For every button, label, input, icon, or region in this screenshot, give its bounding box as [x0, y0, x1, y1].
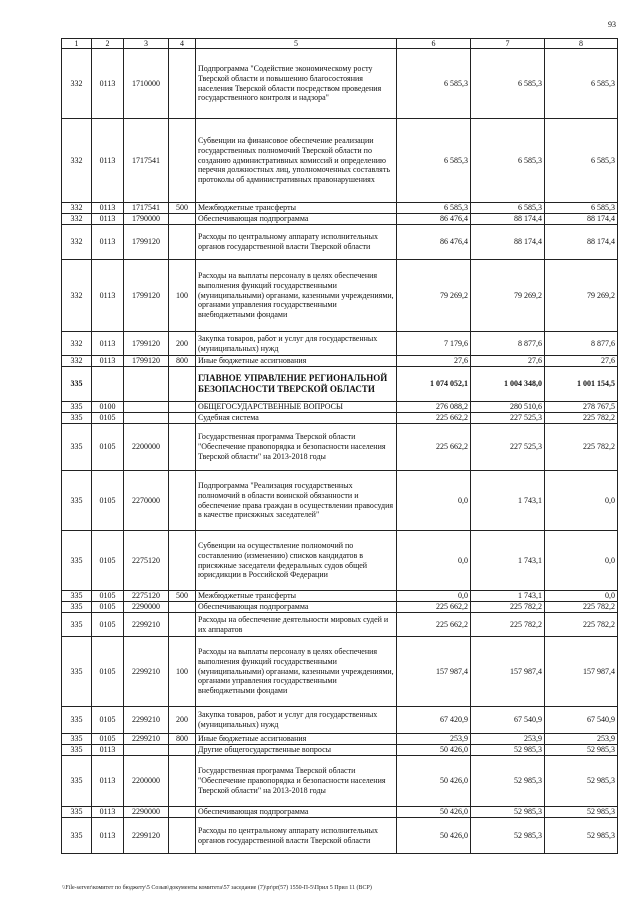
code-admin-cell: 335: [62, 734, 92, 745]
file-path-footer: \\File-server\комитет по бюджету\5 Созыв\документы комитета\57 заседание (7)\pr\pr(57) 1550-П-5\Прил 5 Прил 11 (ВСР): [62, 885, 372, 891]
amount-col8-cell: 0,0: [545, 531, 618, 591]
expense-type-cell: [169, 471, 196, 531]
target-article-cell: 2299210: [124, 613, 169, 637]
amount-col7-cell: 227 525,3: [471, 413, 545, 424]
section-code-cell: 0105: [92, 734, 124, 745]
amount-col7-cell: 6 585,3: [471, 49, 545, 119]
amount-col8-cell: 6 585,3: [545, 119, 618, 203]
amount-col6-cell: 86 476,4: [397, 214, 471, 225]
table-row: [62, 807, 618, 818]
item-name-cell: Государственная программа Тверской области "Обеспечение правопорядка и безопасности населения Тверской области" на 2013-2018 годы: [196, 756, 397, 807]
amount-col6-cell: 0,0: [397, 471, 471, 531]
amount-col6-cell: 225 662,2: [397, 613, 471, 637]
code-admin-cell: 335: [62, 471, 92, 531]
expense-type-cell: [169, 49, 196, 119]
amount-col8-cell: 52 985,3: [545, 756, 618, 807]
amount-col6-cell: 67 420,9: [397, 707, 471, 734]
expense-type-cell: [169, 756, 196, 807]
amount-col7-cell: 52 985,3: [471, 818, 545, 854]
header-cell: 8: [545, 39, 618, 49]
amount-col6-cell: 276 088,2: [397, 402, 471, 413]
item-name-cell: Расходы на выплаты персоналу в целях обеспечения выполнения функций государственными (муниципальными) органами, казенными учреждениями, органами управления государственными внебюджетными фондами: [196, 260, 397, 332]
amount-col8-cell: 6 585,3: [545, 203, 618, 214]
amount-col7-cell: 67 540,9: [471, 707, 545, 734]
code-admin-cell: 335: [62, 807, 92, 818]
table-row: [62, 531, 618, 591]
amount-col8-cell: 88 174,4: [545, 225, 618, 260]
section-code-cell: 0105: [92, 424, 124, 471]
expense-type-cell: 500: [169, 203, 196, 214]
item-name-cell: Межбюджетные трансферты: [196, 591, 397, 602]
code-admin-cell: 335: [62, 424, 92, 471]
target-article-cell: [124, 413, 169, 424]
amount-col8-cell: 52 985,3: [545, 745, 618, 756]
section-code-cell: 0113: [92, 260, 124, 332]
amount-col6-cell: 50 426,0: [397, 818, 471, 854]
header-cell: 6: [397, 39, 471, 49]
amount-col6-cell: 6 585,3: [397, 49, 471, 119]
amount-col6-cell: 225 662,2: [397, 602, 471, 613]
amount-col6-cell: 253,9: [397, 734, 471, 745]
header-cell: 3: [124, 39, 169, 49]
item-name-cell: Расходы по центральному аппарату исполнительных органов государственной власти Тверской области: [196, 818, 397, 854]
code-admin-cell: 335: [62, 402, 92, 413]
amount-col7-cell: 225 782,2: [471, 613, 545, 637]
amount-col6-cell: 6 585,3: [397, 203, 471, 214]
amount-col6-cell: 157 987,4: [397, 637, 471, 707]
target-article-cell: 2299120: [124, 818, 169, 854]
header-cell: 5: [196, 39, 397, 49]
expense-type-cell: [169, 119, 196, 203]
table-row: [62, 602, 618, 613]
budget-table: [61, 38, 618, 854]
target-article-cell: 2299210: [124, 707, 169, 734]
expense-type-cell: [169, 602, 196, 613]
amount-col8-cell: 79 269,2: [545, 260, 618, 332]
target-article-cell: 2275120: [124, 531, 169, 591]
section-code-cell: 0100: [92, 402, 124, 413]
header-cell: 7: [471, 39, 545, 49]
amount-col6-cell: 50 426,0: [397, 756, 471, 807]
amount-col8-cell: 8 877,6: [545, 332, 618, 356]
section-code-cell: 0113: [92, 225, 124, 260]
section-code-cell: 0113: [92, 203, 124, 214]
expense-type-cell: 100: [169, 637, 196, 707]
amount-col6-cell: 1 074 052,1: [397, 367, 471, 402]
expense-type-cell: [169, 214, 196, 225]
expense-type-cell: 100: [169, 260, 196, 332]
table-row: [62, 591, 618, 602]
section-code-cell: 0105: [92, 591, 124, 602]
item-name-cell: Судебная система: [196, 413, 397, 424]
amount-col8-cell: 225 782,2: [545, 602, 618, 613]
section-code-cell: [92, 367, 124, 402]
amount-col7-cell: 79 269,2: [471, 260, 545, 332]
target-article-cell: 1799120: [124, 260, 169, 332]
table-row: [62, 707, 618, 734]
item-name-cell: Субвенции на осуществление полномочий по составлению (изменению) списков кандидатов в присяжные заседатели федеральных судов общей юрисдикции в Российской Федерации: [196, 531, 397, 591]
table-row: [62, 471, 618, 531]
target-article-cell: 1717541: [124, 203, 169, 214]
section-code-cell: 0105: [92, 413, 124, 424]
item-name-cell: Обеспечивающая подпрограмма: [196, 807, 397, 818]
item-name-cell: Закупка товаров, работ и услуг для государственных (муниципальных) нужд: [196, 332, 397, 356]
table-row: [62, 818, 618, 854]
amount-col8-cell: 1 001 154,5: [545, 367, 618, 402]
item-name-cell: Расходы на выплаты персоналу в целях обеспечения выполнения функций государственными (муниципальными) органами, казенными учреждениями, органами управления государственными внебюджетными фондами: [196, 637, 397, 707]
item-name-cell: Обеспечивающая подпрограмма: [196, 602, 397, 613]
code-admin-cell: 335: [62, 367, 92, 402]
target-article-cell: [124, 402, 169, 413]
table-row: [62, 260, 618, 332]
amount-col8-cell: 225 782,2: [545, 424, 618, 471]
header-cell: 4: [169, 39, 196, 49]
amount-col7-cell: 88 174,4: [471, 214, 545, 225]
table-row: [62, 119, 618, 203]
header-cell: 2: [92, 39, 124, 49]
amount-col7-cell: 52 985,3: [471, 807, 545, 818]
code-admin-cell: 332: [62, 225, 92, 260]
code-admin-cell: 335: [62, 613, 92, 637]
table-row: [62, 332, 618, 356]
expense-type-cell: [169, 807, 196, 818]
amount-col8-cell: 225 782,2: [545, 413, 618, 424]
target-article-cell: [124, 745, 169, 756]
amount-col8-cell: 67 540,9: [545, 707, 618, 734]
amount-col8-cell: 52 985,3: [545, 818, 618, 854]
target-article-cell: [124, 367, 169, 402]
expense-type-cell: [169, 818, 196, 854]
expense-type-cell: 200: [169, 332, 196, 356]
code-admin-cell: 332: [62, 119, 92, 203]
amount-col7-cell: 8 877,6: [471, 332, 545, 356]
expense-type-cell: 800: [169, 356, 196, 367]
amount-col6-cell: 79 269,2: [397, 260, 471, 332]
target-article-cell: 1790000: [124, 214, 169, 225]
amount-col8-cell: 225 782,2: [545, 613, 618, 637]
expense-type-cell: 800: [169, 734, 196, 745]
item-name-cell: Иные бюджетные ассигнования: [196, 734, 397, 745]
code-admin-cell: 335: [62, 602, 92, 613]
amount-col7-cell: 1 004 348,0: [471, 367, 545, 402]
target-article-cell: 1710000: [124, 49, 169, 119]
section-code-cell: 0105: [92, 471, 124, 531]
amount-col6-cell: 50 426,0: [397, 807, 471, 818]
amount-col7-cell: 88 174,4: [471, 225, 545, 260]
amount-col8-cell: 0,0: [545, 591, 618, 602]
expense-type-cell: [169, 424, 196, 471]
expense-type-cell: [169, 225, 196, 260]
target-article-cell: 2290000: [124, 602, 169, 613]
section-code-cell: 0105: [92, 613, 124, 637]
item-name-cell: Обеспечивающая подпрограмма: [196, 214, 397, 225]
expense-type-cell: [169, 613, 196, 637]
code-admin-cell: 335: [62, 531, 92, 591]
target-article-cell: 2200000: [124, 424, 169, 471]
section-code-cell: 0105: [92, 602, 124, 613]
code-admin-cell: 335: [62, 707, 92, 734]
amount-col7-cell: 1 743,1: [471, 531, 545, 591]
amount-col6-cell: 27,6: [397, 356, 471, 367]
amount-col6-cell: 225 662,2: [397, 424, 471, 471]
amount-col7-cell: 157 987,4: [471, 637, 545, 707]
header-cell: 1: [62, 39, 92, 49]
amount-col8-cell: 278 767,5: [545, 402, 618, 413]
amount-col6-cell: 7 179,6: [397, 332, 471, 356]
item-name-cell: Субвенции на финансовое обеспечение реализации государственных полномочий Тверской области по созданию административных комиссий и определению перечня должностных лиц, уполномоченных составлять протоколы об административных правонарушениях: [196, 119, 397, 203]
code-admin-cell: 335: [62, 756, 92, 807]
table-row: [62, 402, 618, 413]
code-admin-cell: 335: [62, 413, 92, 424]
table-row: [62, 734, 618, 745]
amount-col8-cell: 27,6: [545, 356, 618, 367]
expense-type-cell: [169, 367, 196, 402]
amount-col7-cell: 225 782,2: [471, 602, 545, 613]
code-admin-cell: 335: [62, 818, 92, 854]
expense-type-cell: 200: [169, 707, 196, 734]
section-code-cell: 0113: [92, 332, 124, 356]
section-code-cell: 0105: [92, 707, 124, 734]
amount-col6-cell: 6 585,3: [397, 119, 471, 203]
section-code-cell: 0113: [92, 49, 124, 119]
target-article-cell: 2299210: [124, 734, 169, 745]
amount-col7-cell: 52 985,3: [471, 745, 545, 756]
item-name-cell: Расходы на обеспечение деятельности мировых судей и их аппаратов: [196, 613, 397, 637]
code-admin-cell: 335: [62, 591, 92, 602]
page-number: 93: [608, 20, 616, 29]
table-row: [62, 203, 618, 214]
table-row: [62, 49, 618, 119]
amount-col8-cell: 253,9: [545, 734, 618, 745]
amount-col6-cell: 0,0: [397, 591, 471, 602]
target-article-cell: 2299210: [124, 637, 169, 707]
target-article-cell: 2200000: [124, 756, 169, 807]
amount-col7-cell: 280 510,6: [471, 402, 545, 413]
expense-type-cell: [169, 402, 196, 413]
code-admin-cell: 332: [62, 214, 92, 225]
amount-col7-cell: 6 585,3: [471, 203, 545, 214]
amount-col7-cell: 1 743,1: [471, 471, 545, 531]
code-admin-cell: 332: [62, 260, 92, 332]
item-name-cell: ГЛАВНОЕ УПРАВЛЕНИЕ РЕГИОНАЛЬНОЙ БЕЗОПАСНОСТИ ТВЕРСКОЙ ОБЛАСТИ: [196, 367, 397, 402]
item-name-cell: Подпрограмма "Содействие экономическому росту Тверской области и повышению благосостояния населения Тверской области посредством проведения государственного контроля и надзора": [196, 49, 397, 119]
table-row: [62, 214, 618, 225]
section-code-cell: 0113: [92, 756, 124, 807]
expense-type-cell: 500: [169, 591, 196, 602]
target-article-cell: 1799120: [124, 332, 169, 356]
table-row: [62, 225, 618, 260]
amount-col7-cell: 6 585,3: [471, 119, 545, 203]
target-article-cell: 2270000: [124, 471, 169, 531]
amount-col7-cell: 1 743,1: [471, 591, 545, 602]
section-code-cell: 0113: [92, 356, 124, 367]
table-row: [62, 613, 618, 637]
item-name-cell: Государственная программа Тверской области "Обеспечение правопорядка и безопасности населения Тверской области" на 2013-2018 годы: [196, 424, 397, 471]
table-row: [62, 356, 618, 367]
section-code-cell: 0113: [92, 214, 124, 225]
amount-col6-cell: 0,0: [397, 531, 471, 591]
table-row: [62, 424, 618, 471]
amount-col8-cell: 52 985,3: [545, 807, 618, 818]
amount-col8-cell: 6 585,3: [545, 49, 618, 119]
expense-type-cell: [169, 531, 196, 591]
section-code-cell: 0113: [92, 119, 124, 203]
table-row: [62, 637, 618, 707]
amount-col8-cell: 157 987,4: [545, 637, 618, 707]
code-admin-cell: 332: [62, 332, 92, 356]
item-name-cell: Закупка товаров, работ и услуг для государственных (муниципальных) нужд: [196, 707, 397, 734]
item-name-cell: Межбюджетные трансферты: [196, 203, 397, 214]
target-article-cell: 1799120: [124, 225, 169, 260]
table-row: [62, 367, 618, 402]
section-code-cell: 0113: [92, 818, 124, 854]
amount-col7-cell: 227 525,3: [471, 424, 545, 471]
amount-col8-cell: 88 174,4: [545, 214, 618, 225]
table-row: [62, 745, 618, 756]
item-name-cell: Подпрограмма "Реализация государственных полномочий в области воинской обязанности и обеспечение права граждан в осуществлении правосудия в качестве присяжных заседателей": [196, 471, 397, 531]
code-admin-cell: 332: [62, 203, 92, 214]
target-article-cell: 1799120: [124, 356, 169, 367]
section-code-cell: 0105: [92, 531, 124, 591]
section-code-cell: 0113: [92, 745, 124, 756]
item-name-cell: ОБЩЕГОСУДАРСТВЕННЫЕ ВОПРОСЫ: [196, 402, 397, 413]
section-code-cell: 0113: [92, 807, 124, 818]
table-row: [62, 413, 618, 424]
header-row: [62, 39, 618, 49]
target-article-cell: 2275120: [124, 591, 169, 602]
amount-col8-cell: 0,0: [545, 471, 618, 531]
amount-col7-cell: 27,6: [471, 356, 545, 367]
table-row: [62, 756, 618, 807]
expense-type-cell: [169, 413, 196, 424]
amount-col6-cell: 50 426,0: [397, 745, 471, 756]
code-admin-cell: 335: [62, 745, 92, 756]
target-article-cell: 1717541: [124, 119, 169, 203]
expense-type-cell: [169, 745, 196, 756]
code-admin-cell: 332: [62, 356, 92, 367]
amount-col7-cell: 52 985,3: [471, 756, 545, 807]
code-admin-cell: 332: [62, 49, 92, 119]
section-code-cell: 0105: [92, 637, 124, 707]
item-name-cell: Расходы по центральному аппарату исполнительных органов государственной власти Тверской области: [196, 225, 397, 260]
item-name-cell: Иные бюджетные ассигнования: [196, 356, 397, 367]
amount-col6-cell: 86 476,4: [397, 225, 471, 260]
amount-col6-cell: 225 662,2: [397, 413, 471, 424]
item-name-cell: Другие общегосударственные вопросы: [196, 745, 397, 756]
amount-col7-cell: 253,9: [471, 734, 545, 745]
target-article-cell: 2290000: [124, 807, 169, 818]
code-admin-cell: 335: [62, 637, 92, 707]
